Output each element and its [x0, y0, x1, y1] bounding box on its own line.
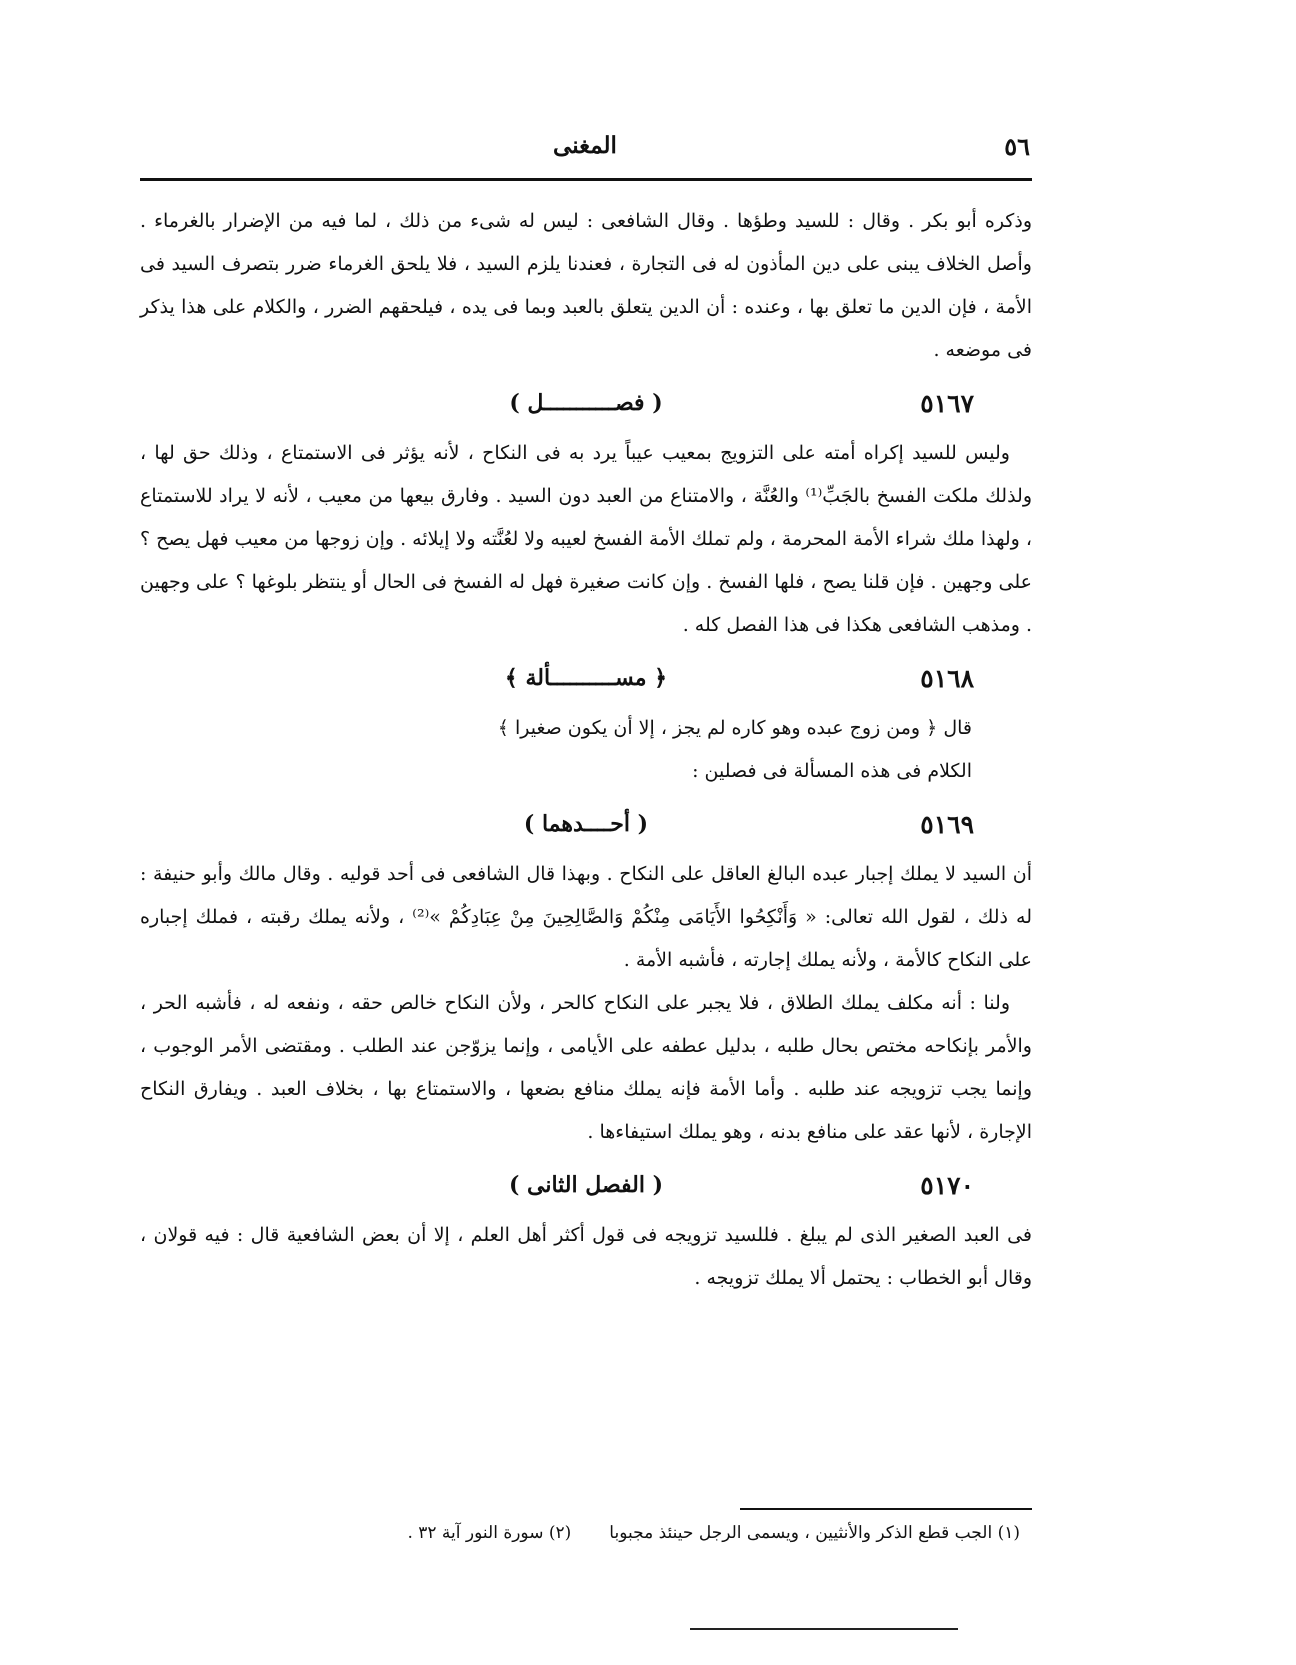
section-number: ٥١٦٩: [920, 810, 974, 839]
section-label: ( أحــــدهما ): [523, 811, 649, 837]
paragraph-continuation: وذكره أبو بكر . وقال : للسيد وطؤها . وقال الشافعى : ليس له شىء من ذلك ، لما فيه من الإضرار بالغرماء . وأصل الخلاف يبنى على دين المأذون له فى التجارة ، فعندنا يلزم السيد ، فلا يلحق الغرماء ضرر بتصرف السيد فى الأمة ، فإن الدين ما تعلق بها ، وعنده : أن الدين يتعلق بالعبد وبما فى يده ، فيلحقهم الضرر ، والكلام على هذا يذكر فى موضعه .: [140, 210, 1032, 361]
header-rule: [140, 178, 1032, 181]
paragraph-first-chapter: أن السيد لا يملك إجبار عبده البالغ العاقل على النكاح . وبهذا قال الشافعى فى أحد قوليه . وقال مالك وأبو حنيفة : له ذلك ، لقول الله تعالى: « وَأَنْكِحُوا الأَيَامَى مِنْكُمْ وَالصَّالِحِينَ مِنْ عِبَادِكُمْ »⁽²⁾ ، ولأنه يملك رقبته ، فملك إجباره على النكاح كالأمة ، ولأنه يملك إجارته ، فأشبه الأمة .: [140, 863, 1032, 971]
footnote-rule: [740, 1508, 1032, 1510]
paragraph-argument: ولنا : أنه مكلف يملك الطلاق ، فلا يجبر على النكاح كالحر ، ولأن النكاح خالص حقه ، ونفعه له ، فأشبه الحر ، والأمر بإنكاحه مختص بحال طلبه ، بدليل عطفه على الأيامى ، وإنما يزوّجن عند الطلب . ومقتضى الأمر الوجوب ، وإنما يجب تزويجه عند طلبه . وأما الأمة فإنه يملك منافع بضعها ، والاستمتاع بها ، بخلاف العبد . ويفارق النكاح الإجارة ، لأنها عقد على منافع بدنه ، وهو يملك استيفاءها .: [140, 992, 1032, 1143]
section-number: ٥١٦٨: [920, 664, 974, 693]
section-heading-5167: [140, 376, 1032, 430]
masala-quote: قال ﴿ ومن زوج عبده وهو كاره لم يجز ، إلا أن يكون صغيرا ﴾: [497, 717, 972, 739]
bottom-rule: [690, 1628, 958, 1630]
section-label: ﴿ مســــــــــألة ﴾: [504, 665, 668, 691]
main-text: [140, 200, 1032, 1300]
page-number: ٥٦: [1004, 132, 1030, 161]
page-header: [140, 128, 1030, 178]
section-heading-5170: [140, 1158, 1032, 1212]
section-label: ( الفصل الثانى ): [508, 1172, 664, 1198]
section-heading-5168: [140, 651, 1032, 705]
footnotes: [140, 1518, 1020, 1548]
section-label: ( فصـــــــــــل ): [509, 390, 663, 416]
footnote-1: (١) الجب قطع الذكر والأنثيين ، ويسمى الرجل حينئذ مجبوبا: [609, 1523, 1020, 1543]
footnote-2: (٢) سورة النور آية ٣٢ .: [407, 1523, 572, 1543]
masala-block: [140, 707, 1032, 793]
section-heading-5169: [140, 797, 1032, 851]
masala-intro: الكلام فى هذه المسألة فى فصلين :: [692, 760, 972, 782]
section-number: ٥١٧٠: [920, 1171, 974, 1200]
paragraph-fasl: وليس للسيد إكراه أمته على التزويج بمعيب عيباً يرد به فى النكاح ، لأنه يؤثر فى الاستمتاع ، وذلك حق لها ، ولذلك ملكت الفسخ بالجَبِّ⁽¹⁾ والعُنَّة ، والامتناع من العبد دون السيد . وفارق بيعها من معيب ، لأنه لا يراد للاستمتاع ، ولهذا ملك شراء الأمة المحرمة ، ولم تملك الأمة الفسخ لعيبه ولا لعُنَّته ولا إيلائه . وإن زوجها من معيب فهل يصح ؟ على وجهين . فإن قلنا يصح ، فلها الفسخ . وإن كانت صغيرة فهل له الفسخ فى الحال أو ينتظر بلوغها ؟ على وجهين . ومذهب الشافعى هكذا فى هذا الفصل كله .: [140, 442, 1033, 636]
section-number: ٥١٦٧: [920, 389, 974, 418]
paragraph-second-chapter: فى العبد الصغير الذى لم يبلغ . فللسيد تزويجه فى قول أكثر أهل العلم ، إلا أن بعض الشافعية قال : فيه قولان ، وقال أبو الخطاب : يحتمل ألا يملك تزويجه .: [140, 1224, 1032, 1289]
running-title: المغنى: [553, 132, 617, 159]
